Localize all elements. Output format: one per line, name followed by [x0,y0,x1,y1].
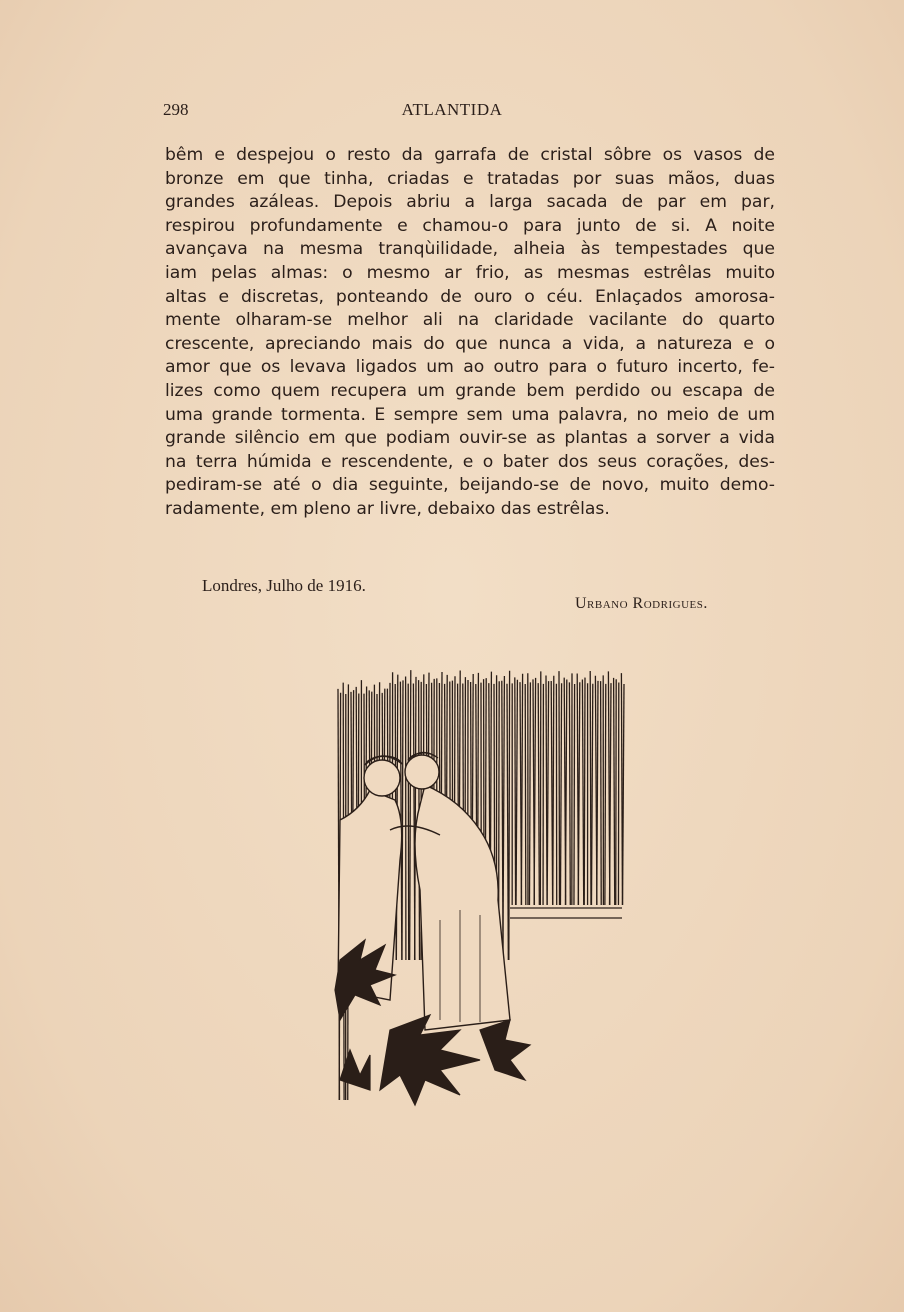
hatch-line [560,683,561,905]
hatch-line [597,681,598,905]
hatch-line [547,681,548,905]
balcony-ledge [510,905,622,919]
hatch-line [578,682,579,905]
text-line: crescente, apreciando mais do que nunca a vida, a natureza e o [165,333,775,354]
text-line: avançava na mesma tranqùilidade, alheia às tempestades que [165,239,775,260]
text-line: iam pelas almas: o mesmo ar frio, as mesmas estrêlas muito [165,262,775,283]
place-date: Londres, Julho de 1916. [202,576,366,595]
hatch-line [534,678,535,905]
hatch-line [525,684,526,905]
hatch-line [521,674,522,905]
body-text [165,144,775,522]
text-line: grandes azáleas. Depois abriu a larga sacada de par em par, [165,192,775,213]
running-title: ATLANTIDA [401,100,503,119]
text-line: grande silêncio em que podiam ouvir-se as plantas a sorver a vida [165,428,775,449]
text-line: na terra húmida e rescendente, e o bater dos seus corações, des- [165,451,775,472]
text-line: uma grande tormenta. E sempre sem uma palavra, no meio de um [165,404,775,425]
hatch-line [590,671,591,905]
hatch-line [565,679,566,905]
hatch-line [601,681,602,905]
hatch-line [605,684,606,905]
hatch-line [582,680,583,905]
hatch-line [574,684,575,905]
hatch-line [553,676,554,905]
text-line: lizes como quem recupera um grande bem perdido ou escapa de [165,380,775,401]
hatch-line [610,683,611,905]
hatch-line [623,684,624,905]
hatch-line [410,670,411,960]
hatch-line [591,684,592,905]
hatch-line [569,682,570,905]
hatch-line [529,682,530,905]
hatch-line [509,671,510,960]
engraving-illustration [330,660,630,1130]
page-number: 298 [163,100,189,119]
hatch-line [402,680,403,960]
hatch-line [584,678,585,905]
text-line: mente olharam-se melhor ali na claridade vacilante do quarto [165,310,775,331]
hatch-line [515,677,516,905]
text-line: pediram-se até o dia seguinte, beijando-se de novo, muito demo- [165,475,775,496]
text-line: amor que os levava ligados um ao outro para o futuro incerto, fe- [165,357,775,378]
text-line: bêm e despejou o resto da garrafa de cristal sôbre os vasos de [165,145,775,165]
text-line: altas e discretas, ponteando de ouro o céu. Enlaçados amorosa- [165,286,775,307]
text-line: bronze em que tinha, criadas e tratadas por suas mãos, duas [165,168,775,189]
hatch-line [415,677,416,960]
hatch-line [507,684,508,960]
text-line: respirou profundamente e chamou-o para junto de si. A noite [165,215,775,236]
hatch-line [516,680,517,905]
author-signature: Urbano Rodrigues. [575,595,708,612]
hatch-line [538,683,539,905]
text-line: radamente, em pleno ar livre, debaixo das estrêlas. [165,498,610,519]
hatch-line [614,678,615,905]
hatch-line [503,676,504,960]
